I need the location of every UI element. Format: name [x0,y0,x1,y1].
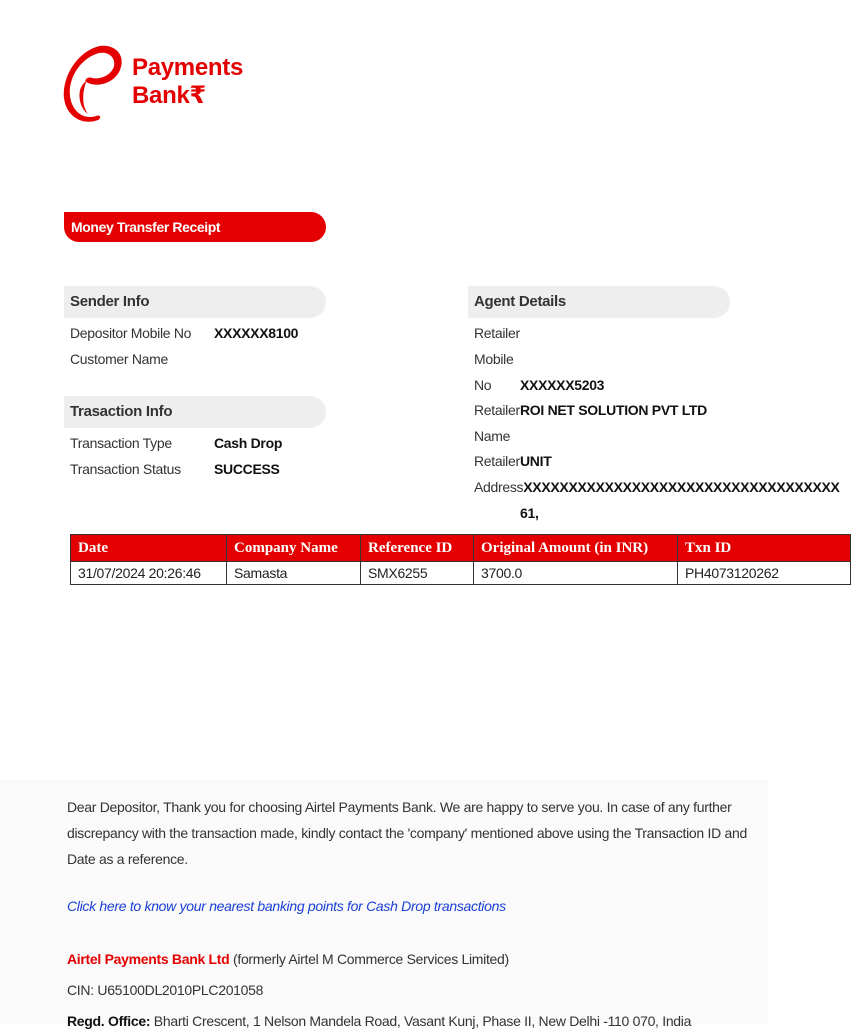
message-line-1: Dear Depositor, Thank you for choosing Airtel Payments Bank. We are happy to serve you. In case of any further [67,799,732,815]
cell-reference-id: SMX6255 [361,562,474,585]
footer-cin: CIN: U65100DL2010PLC201058 [67,982,264,998]
retailer-mobile-label-line3: No [474,377,492,393]
footer-company-line [67,946,509,972]
airtel-swirl-icon [62,42,126,124]
header-reference-id: Reference ID [361,535,474,562]
cell-company-name: Samasta [227,562,361,585]
footer-office-address: Bharti Crescent, 1 Nelson Mandela Road, Vasant Kunj, Phase II, New Delhi -110 070, India [150,1013,692,1029]
table-header-row [71,535,851,562]
cell-txn-id: PH4073120262 [678,562,851,585]
retailer-mobile-value: XXXXXX5203 [520,377,605,393]
payments-bank-logo [62,42,252,126]
transaction-table-wrapper [70,534,779,594]
retailer-name-label: Retailer [474,402,520,418]
transaction-status-value: SUCCESS [214,461,280,477]
retailer-address-masked: XXXXXXXXXXXXXXXXXXXXXXXXXXXXXXXXXXX [523,479,840,495]
retailer-name-value: ROI NET SOLUTION PVT LTD [520,402,707,418]
retailer-mobile-label: Retailer [474,325,520,341]
depositor-mobile-label: Depositor Mobile No [70,325,192,341]
header-company-name: Company Name [227,535,361,562]
cell-original-amount: 3700.0 [474,562,678,585]
retailer-address-label: Retailer [474,453,520,469]
retailer-mobile-label-line2: Mobile [474,351,514,367]
transaction-type-label: Transaction Type [70,435,172,451]
table-row [71,562,851,585]
depositor-mobile-value: XXXXXX8100 [214,325,299,341]
header-date: Date [71,535,227,562]
footer-company-name: Airtel Payments Bank Ltd [67,951,230,967]
logo-text-bank: Bank₹ [132,82,206,109]
retailer-address-value: UNIT [520,453,552,469]
cell-date: 31/07/2024 20:26:46 [71,562,227,585]
transaction-type-value: Cash Drop [214,435,283,451]
nearest-banking-points-link[interactable]: Click here to know your nearest banking points for Cash Drop transactions [67,898,506,914]
header-txn-id: Txn ID [678,535,851,562]
header-original-amount: Original Amount (in INR) [474,535,678,562]
footer-company-suffix: (formerly Airtel M Commerce Services Limited) [229,951,509,967]
retailer-name-label-line2: Name [474,428,511,444]
agent-details-heading: Agent Details [468,286,730,318]
receipt-title: Money Transfer Receipt [64,212,326,242]
transaction-table [70,534,851,585]
sender-info-heading: Sender Info [64,286,326,318]
retailer-address-label-line2: Address [474,479,524,495]
message-line-2: discrepancy with the transaction made, kindly contact the 'company' mentioned above using the Transaction ID and [67,825,747,841]
retailer-address-value-line3: 61, [520,505,539,521]
message-line-3: Date as a reference. [67,851,188,867]
depositor-message [67,794,757,872]
customer-name-label: Customer Name [70,351,169,367]
transaction-info-heading: Trasaction Info [64,396,326,428]
footer-office-label: Regd. Office: [67,1013,151,1029]
transaction-status-label: Transaction Status [70,461,181,477]
logo-text-payments: Payments [132,54,243,81]
retailer-address-row [474,479,840,497]
footer-office-line [67,1008,767,1034]
